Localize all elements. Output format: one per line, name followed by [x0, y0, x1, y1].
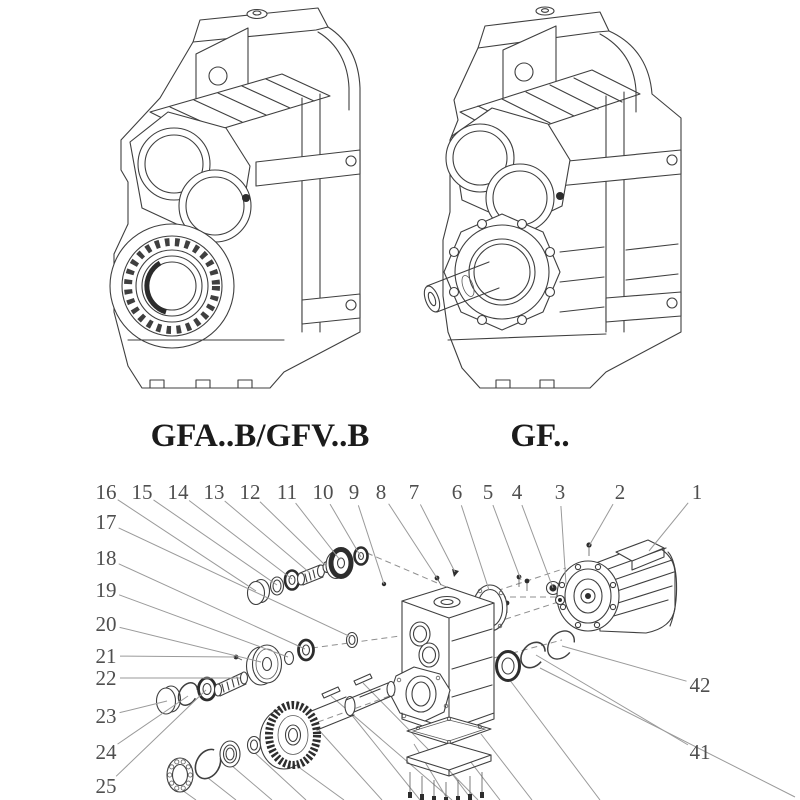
callout-number-7: 7 [408, 480, 420, 504]
callout-number-6: 6 [451, 480, 463, 504]
leader-line-11 [296, 503, 340, 560]
output-bearing-face [110, 224, 234, 348]
leader-line-8 [389, 504, 437, 578]
callout-number-10: 10 [312, 480, 334, 504]
output-flange [444, 214, 560, 330]
callout-number-20: 20 [95, 612, 117, 636]
callout-number-19: 19 [95, 578, 117, 602]
intermediate-shaft-assembly [157, 633, 358, 715]
leader-line-7 [420, 504, 455, 572]
callout-number-1: 1 [691, 480, 703, 504]
callout-number-12: 12 [239, 480, 261, 504]
gearbox-drawing-gf [421, 7, 681, 388]
callout-number-13: 13 [203, 480, 225, 504]
gear-housing [390, 587, 494, 735]
leader-line-16 [118, 500, 256, 591]
leader-line-4 [522, 505, 553, 588]
leader-line-17 [119, 528, 351, 637]
callout-number-23: 23 [95, 704, 117, 728]
leader-line-14 [189, 500, 292, 579]
leader-line-42 [562, 646, 687, 681]
callout-number-18: 18 [95, 546, 117, 570]
callout-number-2: 2 [614, 480, 626, 504]
callout-number-5: 5 [482, 480, 494, 504]
leader-line-1 [649, 503, 688, 551]
callout-number-11: 11 [276, 480, 298, 504]
leader-line-2 [589, 504, 613, 546]
callout-number-3: 3 [554, 480, 566, 504]
callout-number-24: 24 [95, 740, 117, 764]
leader-line-12 [260, 502, 326, 566]
callout-number-41: 41 [689, 740, 711, 764]
callout-number-15: 15 [131, 480, 153, 504]
pan-bolts [408, 772, 484, 800]
model-label-right: GF.. [510, 418, 570, 454]
model-label-left: GFA..B/GFV..B [150, 418, 370, 454]
leader-line-41 [536, 655, 688, 745]
callout-number-16: 16 [95, 480, 117, 504]
callout-number-17: 17 [95, 510, 117, 534]
callout-number-22: 22 [95, 666, 117, 690]
leader-line-15 [154, 500, 277, 585]
gearbox-drawing-gfab [110, 8, 360, 388]
exploded-view [96, 480, 796, 800]
leader-line-9 [358, 505, 384, 584]
callout-number-25: 25 [95, 774, 117, 798]
leader-line-21 [120, 656, 235, 657]
callout-number-9: 9 [348, 480, 360, 504]
leader-line-24 [118, 696, 188, 744]
callout-number-42: 42 [689, 673, 711, 697]
callout-number-21: 21 [95, 644, 117, 668]
motor [556, 540, 677, 633]
leader-line-3 [561, 506, 566, 584]
callout-number-8: 8 [375, 480, 387, 504]
leader-line-5 [493, 505, 521, 580]
callout-number-4: 4 [511, 480, 523, 504]
leader-line-6 [461, 505, 489, 590]
input-shaft-assembly [248, 548, 387, 605]
oil-pan-and-gasket [407, 717, 491, 800]
callout-number-14: 14 [167, 480, 189, 504]
output-bearing-and-rings [497, 626, 580, 681]
